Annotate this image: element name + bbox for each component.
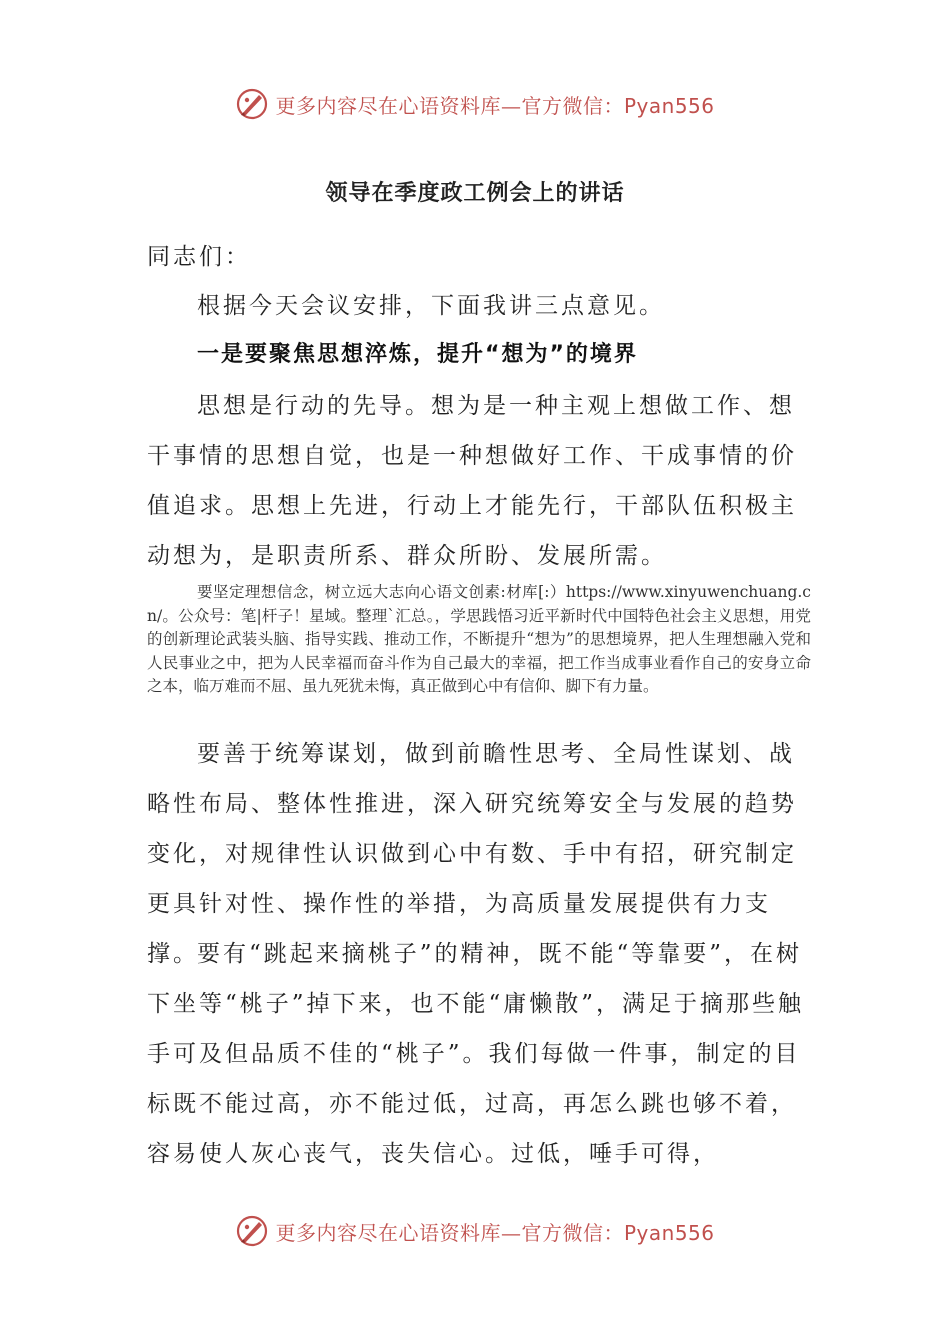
paragraph-3: 要善于统筹谋划，做到前瞻性思考、全局性谋划、战略性布局、整体性推进，深入研究统筹安全与发展的趋势变化，对规律性认识做到心中有数、手中有招，研究制定更具针对性、操作性的举措，为高质量发展提供有力支撑。 — [147, 741, 797, 967]
intro-paragraph: 根据今天会议安排，下面我讲三点意见。 — [197, 293, 665, 319]
banner-text: 更多内容尽在心语资料库—官方微信：Pyan556 — [275, 1220, 715, 1245]
paragraph-1: 思想是行动的先导。想为是一种主观上想做工作、想干事情的思想自觉，也是一种想做好工作、干成事情的价值追求。思想上先进，行动上才能先行，干部队伍积极主动想为，是职责所系、群众所盼、发展所需。 — [147, 393, 797, 569]
pen-nib-logo-icon — [235, 1214, 269, 1248]
document-title: 领导在季度政工例会上的讲话 — [325, 181, 625, 206]
header-banner — [0, 82, 950, 126]
banner-text: 更多内容尽在心语资料库—官方微信：Pyan556 — [275, 93, 715, 118]
paragraph-2-small: 要坚定理想信念，树立远大志向心语文创素:材库[:）https://www.xinyuwenchuang.cn/。公众号：笔|杆子！星域。整理`汇总。，学思践悟习近平新时代中国特色社会主义思想，用党的创新理论武装头脑、指导实践、推动工作，不断提升“想为”的思想境界，把人生理想融入党和人民事业之中，把为人民幸福而奋斗作为自己最大的幸福，把工作当成事业看作自己的安身立命之本，临万难而不屈、虽九死犹未悔，真正做到心中有信仰、脚下有力量。 — [147, 583, 811, 695]
salutation: 同志们： — [147, 244, 251, 270]
section-heading-1: 一是要聚焦思想淬炼，提升“想为”的境界 — [197, 342, 638, 367]
footer-banner — [0, 1209, 950, 1253]
paragraph-4: 要有“跳起来摘桃子”的精神，既不能“等靠要”，在树下坐等“桃子”掉下来，也不能“庸懒散”，满足于摘那些触手可及但品质不佳的“桃子”。我们每做一件事，制定的目标既不能过高，亦不能过低，过高，再怎么跳也够不着，容易使人灰心丧气，丧失信心。过低，唾手可得， — [147, 941, 805, 1167]
pen-nib-logo-icon — [235, 87, 269, 121]
